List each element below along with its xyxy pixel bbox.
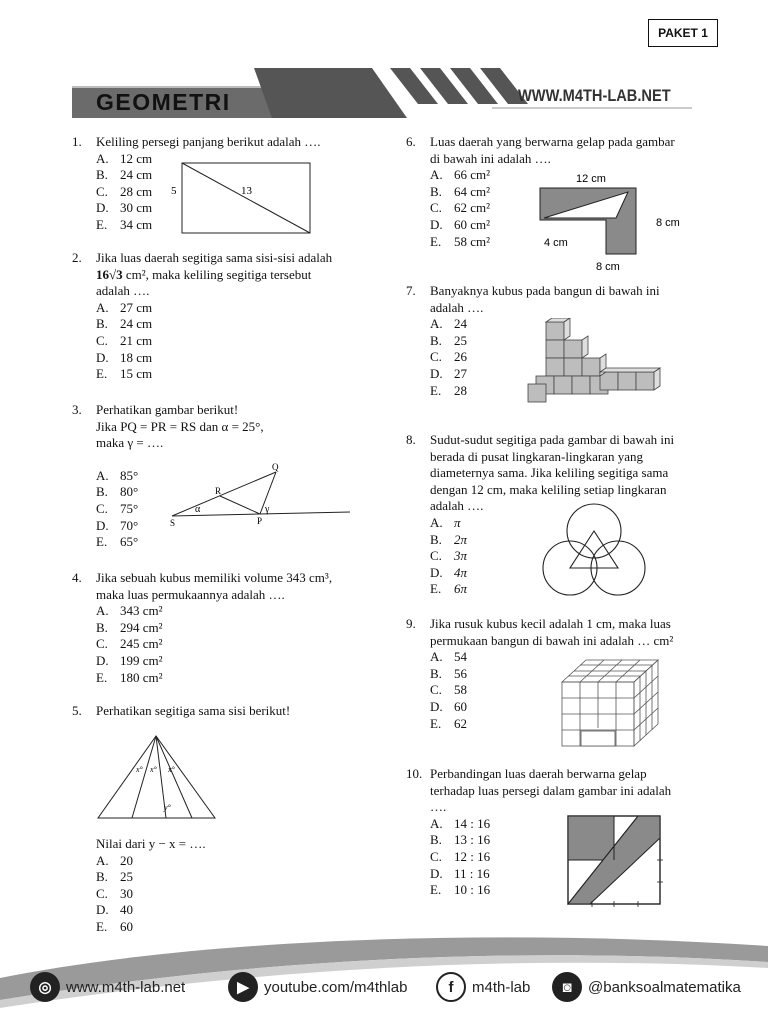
label-right: 8 cm: [656, 217, 680, 229]
option: E. 34 cm: [96, 216, 153, 232]
angle-x2: x°: [150, 765, 157, 774]
option: A. 85°: [96, 467, 139, 483]
option: D. 4π: [430, 564, 468, 580]
footer-website[interactable]: [30, 972, 185, 1002]
option: C. 58: [430, 682, 467, 698]
question-text: diameternya sama. Jika keliling segitiga sama: [430, 465, 669, 481]
question-number: 7.: [406, 283, 416, 298]
question-text: ….: [430, 799, 447, 815]
youtube-icon: ▶: [228, 972, 258, 1002]
option: D. 40: [96, 902, 133, 918]
dribbble-icon: ◎: [30, 972, 60, 1002]
footer-facebook-label: m4th-lab: [472, 978, 531, 996]
question-5-answers: [72, 836, 362, 936]
footer-youtube[interactable]: [228, 972, 407, 1002]
question-number: 4.: [72, 570, 82, 585]
option: C. 3π: [430, 548, 468, 564]
math-value: 16√3: [96, 266, 123, 282]
page-title: GEOMETRI: [96, 89, 231, 115]
shaded-square-figure: [564, 812, 664, 908]
question-number: 3.: [72, 402, 82, 417]
question-text: Jika PQ = PR = RS dan α = 25°,: [96, 418, 264, 434]
footer-website-label: www.m4th-lab.net: [66, 978, 186, 996]
question-text: Jika rusuk kubus kecil adalah 1 cm, maka luas: [430, 616, 671, 631]
question-text: Banyaknya kubus pada bangun di bawah ini: [430, 283, 660, 298]
facebook-icon: f: [436, 972, 466, 1002]
question-text: adalah ….: [430, 299, 484, 315]
label-bottom: 8 cm: [596, 261, 620, 273]
option: A. π: [430, 514, 461, 530]
option: C. 245 cm²: [96, 636, 163, 652]
question-text: Perhatikan segitiga sama sisi berikut!: [96, 703, 291, 718]
question-number: 9.: [406, 616, 416, 631]
option: B. 80°: [96, 484, 139, 500]
question-number: 8.: [406, 432, 416, 447]
question-number: 10.: [406, 766, 423, 781]
option: B. 13 : 16: [430, 832, 491, 848]
option: E. 65°: [96, 534, 139, 550]
footer-youtube-label: youtube.com/m4thlab: [264, 978, 408, 996]
option: B. 24 cm: [96, 316, 153, 332]
cube-block-figure: [558, 656, 662, 750]
label-r: R: [215, 486, 222, 496]
question-text: Sudut-sudut segitiga pada gambar di bawah ini: [430, 432, 675, 447]
paket-label: PAKET 1: [648, 19, 718, 47]
label-q: Q: [272, 462, 279, 472]
question-number: 2.: [72, 250, 82, 265]
question-text: dengan 12 cm, maka keliling setiap lingkaran: [430, 481, 667, 497]
three-circles-figure: [538, 500, 650, 600]
option: E. 10 : 16: [430, 882, 491, 898]
option: D. 30 cm: [96, 200, 153, 216]
option: C. 12 : 16: [430, 848, 491, 864]
option: A. 14 : 16: [430, 815, 491, 831]
option: C. 21 cm: [96, 332, 153, 348]
question-text: Perbandingan luas daerah berwarna gelap: [430, 766, 647, 781]
label-s: S: [170, 518, 176, 528]
diagonal-label: 13: [241, 185, 252, 197]
question-text: terhadap luas persegi dalam gambar ini adalah: [430, 782, 672, 798]
question-text: berada di pusat lingkaran-lingkaran yang: [430, 448, 643, 464]
cube-stack-figure: [524, 318, 664, 404]
option: A. 24: [430, 316, 467, 332]
footer-instagram[interactable]: [552, 972, 741, 1002]
option: E. 28: [430, 382, 467, 398]
option: D. 60 cm²: [430, 216, 491, 232]
option: A. 27 cm: [96, 299, 153, 315]
website-header: WWW.M4TH-LAB.NET: [518, 86, 671, 105]
question-text: cm², maka keliling segitiga tersebut: [122, 266, 312, 282]
option: D. 27: [430, 365, 467, 381]
label-alpha: α: [195, 504, 201, 515]
question-text: maka luas permukaannya adalah ….: [96, 586, 285, 602]
rectangle-figure: [165, 158, 315, 238]
option: B. 294 cm²: [96, 619, 163, 635]
option: D. 11 : 16: [430, 865, 490, 881]
question-text: Keliling persegi panjang berikut adalah ….: [96, 134, 321, 149]
option: A. 12 cm: [96, 150, 153, 166]
angle-x1: x°: [136, 765, 143, 774]
option: D. 199 cm²: [96, 652, 163, 668]
question-text: di bawah ini adalah ….: [430, 150, 551, 166]
option: A. 66 cm²: [430, 167, 491, 183]
question-text: Jika luas daerah segitiga sama sisi-sisi adalah: [96, 250, 333, 265]
option: B. 25: [96, 869, 133, 885]
option: E. 58 cm²: [430, 233, 491, 249]
option: D. 70°: [96, 517, 139, 533]
question-4: [72, 570, 362, 686]
option: C. 62 cm²: [430, 200, 491, 216]
option: C. 75°: [96, 500, 139, 516]
question-text: adalah ….: [96, 283, 150, 299]
option: E. 180 cm²: [96, 669, 163, 685]
equilateral-triangle-figure: [94, 732, 219, 822]
option: B. 64 cm²: [430, 183, 491, 199]
footer-instagram-label: @banksoalmatematika: [588, 978, 741, 996]
question-2: [72, 250, 362, 383]
instagram-icon: ◙: [552, 972, 582, 1002]
option: E. 6π: [430, 581, 468, 597]
option: C. 28 cm: [96, 183, 153, 199]
option: A. 343 cm²: [96, 603, 163, 619]
option: B. 2π: [430, 531, 468, 547]
angle-x3: x°: [168, 765, 175, 774]
option: B. 25: [430, 332, 467, 348]
option: E. 15 cm: [96, 366, 153, 382]
option: A. 54: [430, 649, 467, 665]
label-top: 12 cm: [576, 173, 606, 185]
option: B. 56: [430, 665, 467, 681]
option: B. 24 cm: [96, 167, 153, 183]
question-text: adalah ….: [430, 498, 484, 514]
option: E. 62: [430, 715, 467, 731]
question-number: 1.: [72, 134, 82, 149]
question-number: 5.: [72, 703, 82, 718]
footer-facebook[interactable]: [436, 972, 530, 1002]
question-number: 6.: [406, 134, 416, 149]
option: C. 26: [430, 349, 467, 365]
question-text: Luas daerah yang berwarna gelap pada gambar: [430, 134, 675, 149]
angle-figure: [168, 458, 353, 528]
label-p: P: [257, 516, 263, 526]
label-left: 4 cm: [544, 237, 568, 249]
shaded-shape-figure: [530, 168, 695, 276]
question-text: Jika sebuah kubus memiliki volume 343 cm³,: [96, 570, 333, 585]
question-text: Perhatikan gambar berikut!: [96, 402, 239, 417]
option: D. 60: [430, 698, 467, 714]
question-text: Nilai dari y − x = ….: [96, 836, 206, 851]
option: D. 18 cm: [96, 349, 153, 365]
option: C. 30: [96, 885, 133, 901]
label-gamma: γ: [265, 504, 270, 515]
question-5: [72, 703, 362, 720]
option: E. 60: [96, 918, 133, 934]
question-text: maka γ = ….: [96, 435, 164, 451]
question-text: permukaan bangun di bawah ini adalah … cm²: [430, 632, 674, 648]
side-label: 5: [171, 185, 177, 197]
option: A. 20: [96, 852, 133, 868]
angle-y: y°: [164, 803, 171, 812]
